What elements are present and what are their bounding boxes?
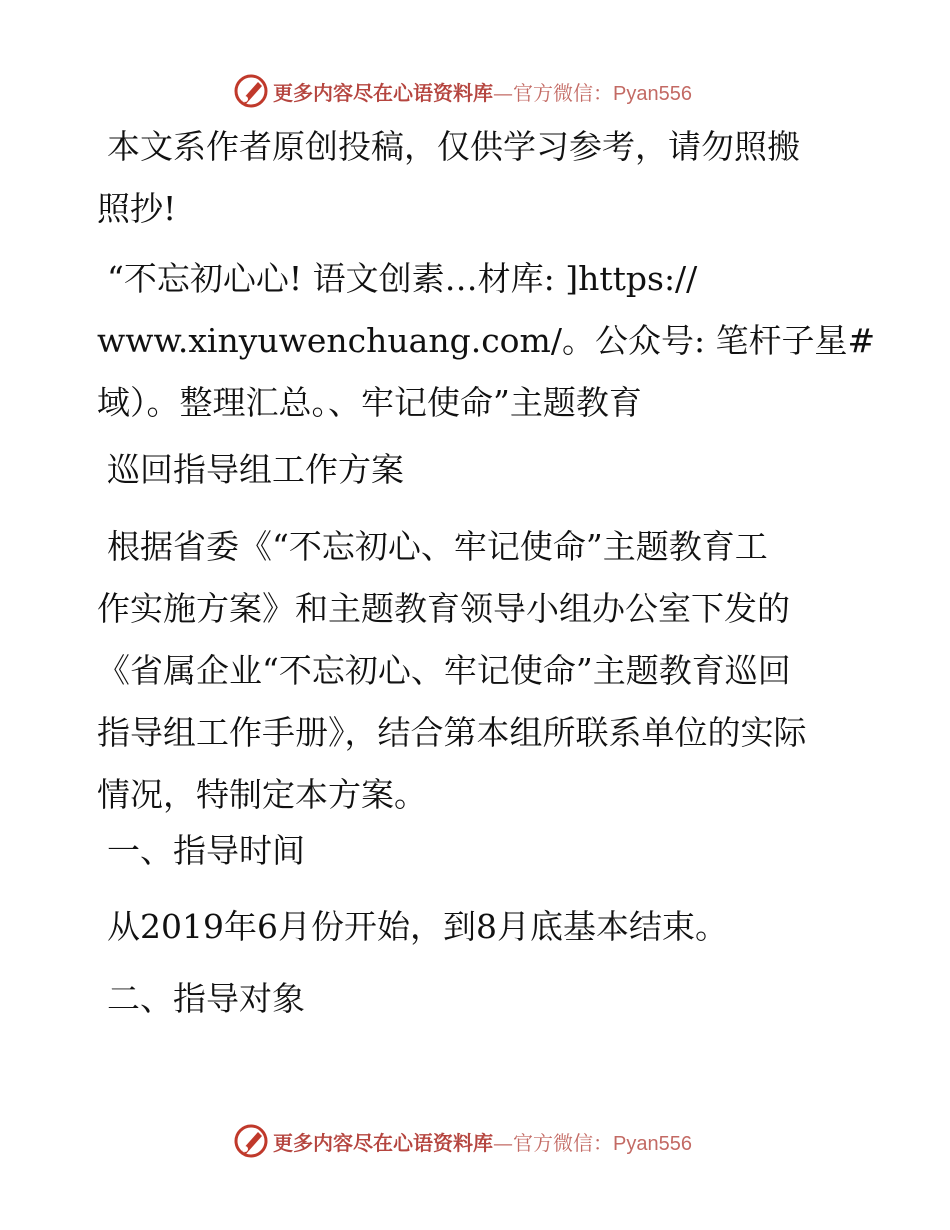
- intro-line: 指导组工作手册》，结合第本组所联系单位的实际: [97, 713, 807, 752]
- footer-dash: —: [493, 1131, 513, 1155]
- footer-banner-text: [273, 1127, 692, 1156]
- intro-paragraph: [97, 516, 857, 826]
- quote-line: 域）。整理汇总。、牢记使命”主题教育: [97, 383, 642, 422]
- section-heading: 二、指导对象: [107, 979, 305, 1018]
- footer-official-text: 官方微信：: [513, 1131, 613, 1155]
- quote-paragraph: [97, 248, 876, 434]
- section-heading: 一、指导时间: [107, 831, 305, 870]
- quote-line: www.xinyuwenchuang.com/。公众号: 笔杆子星#: [97, 321, 876, 360]
- section-2: [97, 968, 857, 1030]
- header-banner[interactable]: [0, 70, 950, 110]
- intro-line: 《省属企业“不忘初心、牢记使命”主题教育巡回: [97, 651, 791, 690]
- disclaimer-line: 照抄!: [97, 189, 177, 228]
- disclaimer-paragraph: [97, 116, 857, 240]
- footer-site-text: 更多内容尽在心语资料库: [273, 1131, 493, 1155]
- header-official-text: 官方微信：: [513, 81, 613, 105]
- footer-wechat-id: Pyan556: [613, 1133, 692, 1155]
- disclaimer-line: 本文系作者原创投稿，仅供学习参考，请勿照搬: [107, 127, 800, 166]
- header-dash: —: [493, 81, 513, 105]
- document-subtitle: 巡回指导组工作方案: [107, 450, 404, 489]
- footer-banner[interactable]: [0, 1120, 950, 1160]
- section-1: [97, 820, 857, 882]
- section-1-body-block: [97, 896, 857, 958]
- pen-logo-icon: [233, 73, 269, 109]
- header-banner-text: [273, 77, 692, 106]
- quote-line: “不忘初心心! 语文创素…材库: ]https://: [107, 259, 698, 298]
- pen-logo-icon: [233, 1123, 269, 1159]
- section-body: 从2019年6月份开始，到8月底基本结束。: [107, 907, 728, 946]
- intro-line: 情况，特制定本方案。: [97, 775, 427, 814]
- header-site-text: 更多内容尽在心语资料库: [273, 81, 493, 105]
- intro-line: 根据省委《“不忘初心、牢记使命”主题教育工: [107, 527, 768, 566]
- document-subtitle-block: [97, 439, 857, 501]
- intro-line: 作实施方案》和主题教育领导小组办公室下发的: [97, 589, 790, 628]
- header-wechat-id: Pyan556: [613, 83, 692, 105]
